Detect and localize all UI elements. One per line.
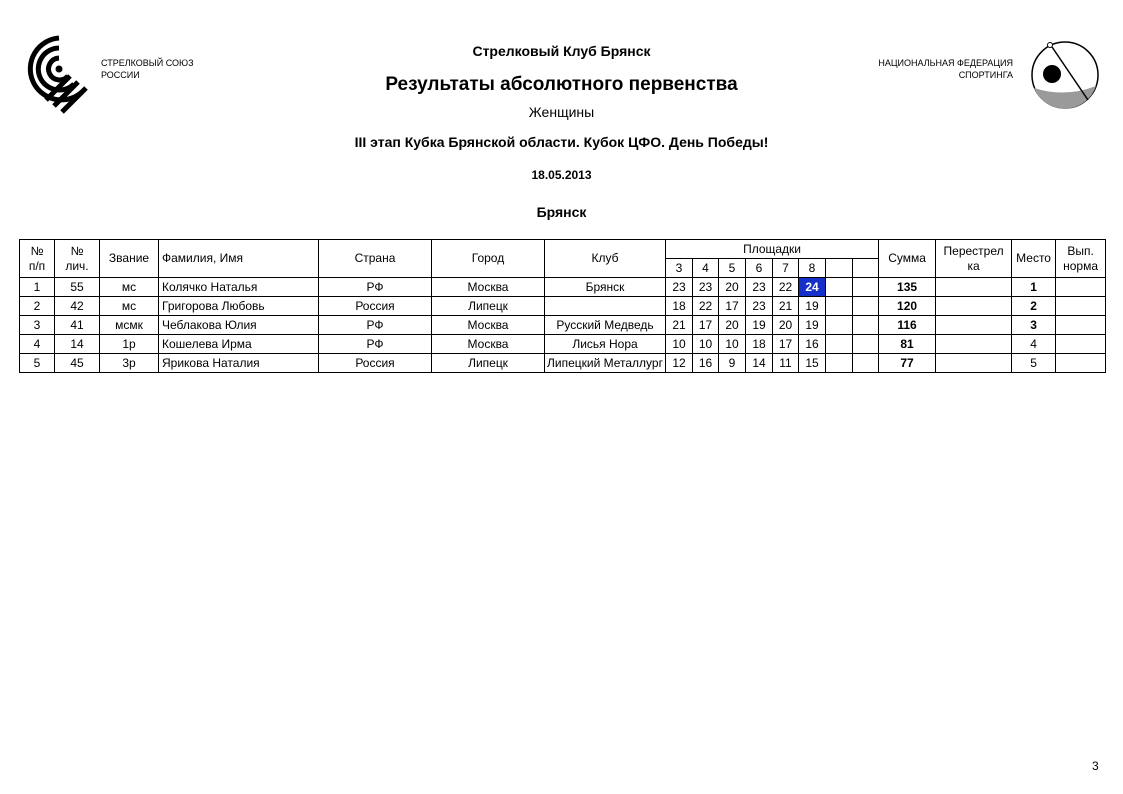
cell-score: 14 (746, 354, 773, 373)
cell-score: 16 (799, 335, 826, 354)
cell-score: 20 (773, 316, 799, 335)
header-id-line1: № (70, 243, 84, 258)
cell-score: 24 (799, 278, 826, 297)
cell-score (826, 278, 853, 297)
cell-place: 1 (1012, 278, 1056, 297)
cell-score (853, 335, 879, 354)
header-station-empty-1 (826, 259, 853, 278)
cell-score: 10 (693, 335, 719, 354)
table-row (20, 278, 1106, 297)
cell-id: 45 (55, 354, 100, 373)
cell-name: Ярикова Наталия (159, 354, 319, 373)
cell-score: 18 (746, 335, 773, 354)
header-club: Клуб (545, 240, 666, 278)
cell-score: 22 (693, 297, 719, 316)
cell-score: 23 (746, 278, 773, 297)
cell-name: Григорова Любовь (159, 297, 319, 316)
header-station-4: 4 (693, 259, 719, 278)
cell-city: Липецк (432, 297, 545, 316)
cell-score (826, 335, 853, 354)
cell-sum: 120 (879, 297, 936, 316)
header-num (20, 240, 55, 278)
cell-name: Чеблакова Юлия (159, 316, 319, 335)
cell-num: 3 (20, 316, 55, 335)
header-city: Город (432, 240, 545, 278)
cell-score (853, 278, 879, 297)
cell-score (826, 354, 853, 373)
cell-num: 4 (20, 335, 55, 354)
header-country: Страна (319, 240, 432, 278)
cell-place: 4 (1012, 335, 1056, 354)
cell-score: 17 (719, 297, 746, 316)
cell-id: 55 (55, 278, 100, 297)
cell-shootoff (936, 316, 1012, 335)
document-title: Результаты абсолютного первенства (385, 74, 738, 95)
event-name: III этап Кубка Брянской области. Кубок ЦФО. День Победы! (354, 134, 769, 150)
cell-score (826, 316, 853, 335)
header-place: Место (1012, 240, 1056, 278)
cell-score: 20 (719, 316, 746, 335)
cell-rank: 3р (100, 354, 159, 373)
header-id-line2: лич. (65, 258, 89, 273)
header-station-6: 6 (746, 259, 773, 278)
cell-score: 19 (746, 316, 773, 335)
cell-score: 16 (693, 354, 719, 373)
table-row (20, 297, 1106, 316)
cell-club: Липецкий Металлург (545, 354, 666, 373)
header-id (55, 240, 100, 278)
cell-rank: мс (100, 297, 159, 316)
cell-place: 3 (1012, 316, 1056, 335)
cell-score: 15 (799, 354, 826, 373)
table-row (20, 354, 1106, 373)
table-row (20, 316, 1106, 335)
header-stations: Площадки (666, 240, 879, 259)
cell-score: 11 (773, 354, 799, 373)
cell-club (545, 297, 666, 316)
cell-name: Колячко Наталья (159, 278, 319, 297)
header-station-5: 5 (719, 259, 746, 278)
results-table (19, 239, 1106, 373)
cell-score (853, 316, 879, 335)
header-name: Фамилия, Имя (159, 240, 319, 278)
cell-num: 1 (20, 278, 55, 297)
cell-city: Москва (432, 278, 545, 297)
cell-norm (1056, 354, 1106, 373)
category: Женщины (528, 104, 595, 120)
cell-club: Русский Медведь (545, 316, 666, 335)
cell-id: 41 (55, 316, 100, 335)
cell-club: Лисья Нора (545, 335, 666, 354)
cell-id: 14 (55, 335, 100, 354)
cell-sum: 77 (879, 354, 936, 373)
cell-country: РФ (319, 278, 432, 297)
right-org-line1: НАЦИОНАЛЬНАЯ ФЕДЕРАЦИЯ (878, 58, 1013, 68)
cell-score: 9 (719, 354, 746, 373)
cell-score: 19 (799, 297, 826, 316)
page-number: 3 (1092, 759, 1099, 773)
cell-country: Россия (319, 297, 432, 316)
cell-club: Брянск (545, 278, 666, 297)
cell-score: 21 (666, 316, 693, 335)
cell-num: 2 (20, 297, 55, 316)
cell-country: РФ (319, 335, 432, 354)
cell-sum: 116 (879, 316, 936, 335)
header-station-8: 8 (799, 259, 826, 278)
left-org-line1: СТРЕЛКОВЫЙ СОЮЗ (101, 58, 194, 68)
cell-sum: 81 (879, 335, 936, 354)
cell-score: 23 (666, 278, 693, 297)
table-row (20, 335, 1106, 354)
cell-norm (1056, 316, 1106, 335)
cell-norm (1056, 297, 1106, 316)
cell-score: 10 (719, 335, 746, 354)
cell-sum: 135 (879, 278, 936, 297)
cell-place: 5 (1012, 354, 1056, 373)
cell-id: 42 (55, 297, 100, 316)
header-station-empty-2 (853, 259, 879, 278)
cell-score: 18 (666, 297, 693, 316)
left-org-line2: РОССИИ (101, 70, 140, 80)
header-rank: Звание (100, 240, 159, 278)
cell-score: 23 (746, 297, 773, 316)
header-norm: Вып. норма (1056, 240, 1106, 278)
header-sum: Сумма (879, 240, 936, 278)
header-num-line2: п/п (28, 258, 46, 273)
club-name: Стрелковый Клуб Брянск (472, 43, 651, 59)
cell-rank: мс (100, 278, 159, 297)
cell-name: Кошелева Ирма (159, 335, 319, 354)
event-date: 18.05.2013 (531, 168, 592, 182)
cell-shootoff (936, 278, 1012, 297)
cell-place: 2 (1012, 297, 1056, 316)
cell-score (826, 297, 853, 316)
header-shootoff: Перестрел ка (936, 240, 1012, 278)
cell-shootoff (936, 354, 1012, 373)
cell-rank: 1р (100, 335, 159, 354)
cell-country: Россия (319, 354, 432, 373)
cell-score: 12 (666, 354, 693, 373)
cell-rank: мсмк (100, 316, 159, 335)
right-org-line2: СПОРТИНГА (958, 70, 1013, 80)
cell-city: Москва (432, 335, 545, 354)
cell-score: 10 (666, 335, 693, 354)
cell-city: Москва (432, 316, 545, 335)
header-station-3: 3 (666, 259, 693, 278)
cell-country: РФ (319, 316, 432, 335)
results-body (20, 278, 1106, 373)
cell-score: 17 (773, 335, 799, 354)
event-place: Брянск (536, 204, 587, 220)
cell-score: 21 (773, 297, 799, 316)
header-num-line1: № (30, 243, 44, 258)
cell-city: Липецк (432, 354, 545, 373)
cell-score: 17 (693, 316, 719, 335)
cell-score (853, 297, 879, 316)
cell-shootoff (936, 335, 1012, 354)
header-station-7: 7 (773, 259, 799, 278)
cell-score: 22 (773, 278, 799, 297)
cell-norm (1056, 278, 1106, 297)
cell-num: 5 (20, 354, 55, 373)
cell-score (853, 354, 879, 373)
cell-shootoff (936, 297, 1012, 316)
cell-norm (1056, 335, 1106, 354)
cell-score: 23 (693, 278, 719, 297)
cell-score: 20 (719, 278, 746, 297)
cell-score: 19 (799, 316, 826, 335)
